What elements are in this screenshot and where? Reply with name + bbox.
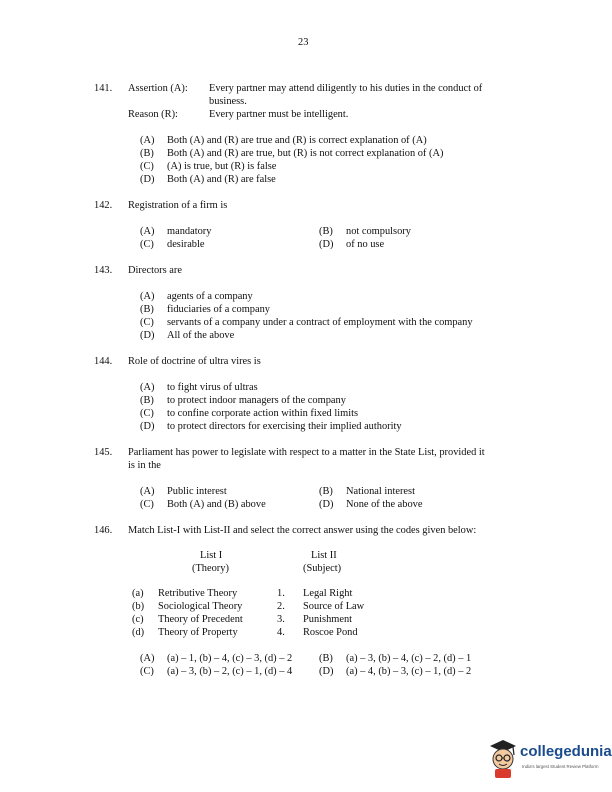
option-b[interactable] <box>140 147 443 160</box>
option-text: Both (A) and (B) above <box>167 499 266 510</box>
option-label: (A) <box>140 653 155 664</box>
option-b[interactable] <box>140 394 346 407</box>
option-label: (B) <box>319 653 333 664</box>
question-text: Registration of a firm is <box>128 200 228 211</box>
list2-item-text: Punishment <box>303 614 353 625</box>
option-label: (C) <box>140 408 154 419</box>
list1-item-text: Sociological Theory <box>158 601 243 612</box>
option-text: to fight virus of ultras <box>167 382 258 393</box>
question-text-line2: is in the <box>128 460 161 471</box>
option-label: (A) <box>140 226 155 237</box>
option-d[interactable] <box>140 420 402 433</box>
option-text: (a) – 3, (b) – 4, (c) – 2, (d) – 1 <box>346 653 472 664</box>
question-text-line1: Parliament has power to legislate with respect to a matter in the State List, provided it <box>128 447 485 458</box>
assertion-text-line2: business. <box>209 96 247 107</box>
option-text: fiduciaries of a company <box>167 304 270 315</box>
option-label: (A) <box>140 382 155 393</box>
option-label: (A) <box>140 291 155 302</box>
option-c[interactable] <box>140 407 358 420</box>
option-text: not compulsory <box>346 226 411 237</box>
list2-item-text: Legal Right <box>303 588 353 599</box>
list2-item-label: 4. <box>277 627 285 638</box>
option-label: (D) <box>319 499 334 510</box>
option-label: (B) <box>319 226 333 237</box>
list2-item <box>277 587 352 600</box>
option-a[interactable] <box>140 134 427 147</box>
option-text: (a) – 3, (b) – 2, (c) – 1, (d) – 4 <box>167 666 293 677</box>
mascot-icon <box>486 737 520 779</box>
question-number: 142. <box>94 200 113 211</box>
option-text: to protect indoor managers of the company <box>167 395 346 406</box>
option-label: (D) <box>319 666 334 677</box>
option-text: Both (A) and (R) are false <box>167 174 276 185</box>
option-text: to protect directors for exercising their implied authority <box>167 421 402 432</box>
list2-item-label: 3. <box>277 614 285 625</box>
assertion-label: Assertion (A): <box>128 83 188 94</box>
reason-label: Reason (R): <box>128 109 178 120</box>
option-d[interactable] <box>319 238 384 251</box>
option-label: (B) <box>140 304 154 315</box>
option-text: Public interest <box>167 486 227 497</box>
option-d[interactable] <box>319 665 471 678</box>
option-text: desirable <box>167 239 205 250</box>
list1-item-text: Theory of Precedent <box>158 614 243 625</box>
option-d[interactable] <box>319 498 422 511</box>
option-text: Both (A) and (R) are true, but (R) is not correct explanation of (A) <box>167 148 444 159</box>
option-label: (B) <box>140 148 154 159</box>
option-label: (D) <box>140 330 155 341</box>
option-d[interactable] <box>140 329 234 342</box>
list2-item <box>277 600 364 613</box>
option-label: (A) <box>140 135 155 146</box>
list2-item-label: 2. <box>277 601 285 612</box>
option-c[interactable] <box>140 160 276 173</box>
option-label: (C) <box>140 317 154 328</box>
list1-item <box>132 613 243 626</box>
option-text: servants of a company under a contract of employment with the company <box>167 317 473 328</box>
option-c[interactable] <box>140 498 266 511</box>
list1-item <box>132 600 242 613</box>
list2-subtitle: (Subject) <box>303 563 342 574</box>
list2-item-text: Source of Law <box>303 601 365 612</box>
list2-item-text: Roscoe Pond <box>303 627 358 638</box>
option-text: National interest <box>346 486 415 497</box>
page-number: 23 <box>298 37 309 48</box>
option-label: (D) <box>140 421 155 432</box>
option-label: (C) <box>140 161 154 172</box>
collegedunia-logo <box>486 737 612 779</box>
option-c[interactable] <box>140 665 292 678</box>
question-text: Directors are <box>128 265 182 276</box>
brand-tagline: India's largest Student Review Platform <box>522 764 599 769</box>
option-b[interactable] <box>319 485 415 498</box>
option-label: (B) <box>319 486 333 497</box>
question-number: 144. <box>94 356 113 367</box>
option-b[interactable] <box>319 225 411 238</box>
option-text: agents of a company <box>167 291 253 302</box>
question-text: Role of doctrine of ultra vires is <box>128 356 261 367</box>
assertion-text-line1: Every partner may attend diligently to his duties in the conduct of <box>209 83 483 94</box>
option-text: to confine corporate action within fixed limits <box>167 408 359 419</box>
option-label: (D) <box>140 174 155 185</box>
option-a[interactable] <box>140 381 258 394</box>
question-number: 141. <box>94 83 113 94</box>
list1-item-label: (d) <box>132 627 145 638</box>
option-b[interactable] <box>140 303 270 316</box>
list1-subtitle: (Theory) <box>192 563 229 574</box>
option-text: (a) – 4, (b) – 3, (c) – 1, (d) – 2 <box>346 666 472 677</box>
list1-title: List I <box>200 550 223 561</box>
option-text: None of the above <box>346 499 423 510</box>
option-c[interactable] <box>140 316 473 329</box>
option-text: of no use <box>346 239 385 250</box>
option-a[interactable] <box>140 652 292 665</box>
list1-item-label: (b) <box>132 601 145 612</box>
list1-item-label: (a) <box>132 588 144 599</box>
option-c[interactable] <box>140 238 205 251</box>
option-text: Both (A) and (R) are true and (R) is correct explanation of (A) <box>167 135 427 146</box>
list2-item <box>277 626 358 639</box>
option-text: (a) – 1, (b) – 4, (c) – 3, (d) – 2 <box>167 653 293 664</box>
list1-item-text: Retributive Theory <box>158 588 238 599</box>
list1-item <box>132 626 238 639</box>
option-text: All of the above <box>167 330 235 341</box>
brand-name: collegedunia <box>520 743 612 760</box>
reason-text: Every partner must be intelligent. <box>209 109 349 120</box>
list2-title: List II <box>311 550 337 561</box>
question-number: 146. <box>94 525 113 536</box>
option-text: mandatory <box>167 226 212 237</box>
option-label: (D) <box>319 239 334 250</box>
list2-item <box>277 613 352 626</box>
option-label: (C) <box>140 499 154 510</box>
option-a[interactable] <box>140 290 253 303</box>
question-number: 143. <box>94 265 113 276</box>
option-label: (C) <box>140 239 154 250</box>
option-a[interactable] <box>140 225 211 238</box>
question-number: 145. <box>94 447 113 458</box>
option-label: (C) <box>140 666 154 677</box>
option-a[interactable] <box>140 485 227 498</box>
option-d[interactable] <box>140 173 276 186</box>
option-label: (A) <box>140 486 155 497</box>
list1-item <box>132 587 237 600</box>
list1-item-text: Theory of Property <box>158 627 238 638</box>
list2-item-label: 1. <box>277 588 285 599</box>
option-label: (B) <box>140 395 154 406</box>
option-b[interactable] <box>319 652 471 665</box>
question-text: Match List-I with List-II and select the correct answer using the codes given below: <box>128 525 477 536</box>
list1-item-label: (c) <box>132 614 144 625</box>
option-text: (A) is true, but (R) is false <box>167 161 277 172</box>
